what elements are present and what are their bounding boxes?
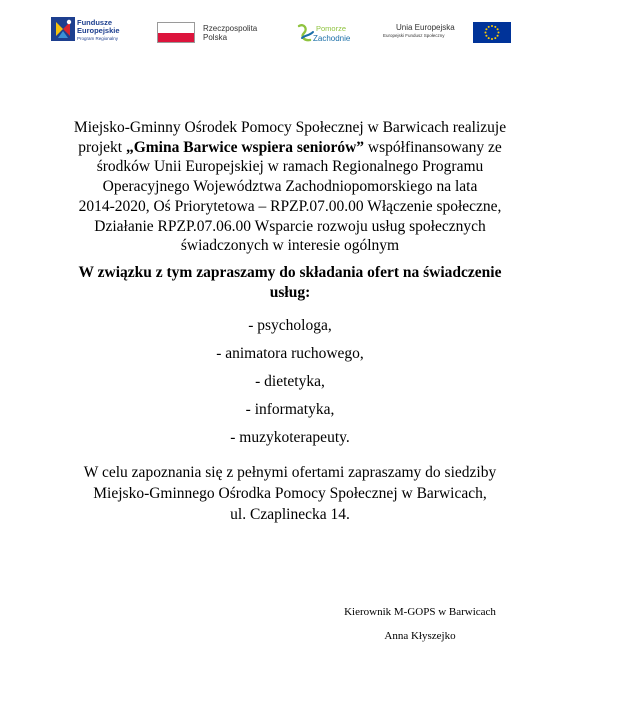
intro-line: Miejsko-Gminny Ośrodek Pomocy Społecznej w Barwicach realizuje (73, 119, 507, 136)
invitation-heading (30, 263, 550, 302)
eu-flag-icon (473, 22, 511, 43)
intro-line: Działanie RPZP.07.06.00 Wsparcie rozwoju usług społecznych (94, 217, 486, 235)
signature-name: Anna Kłyszejko (384, 630, 456, 642)
signature-role: Kierownik M-GOPS w Barwicach (344, 606, 496, 618)
closing-paragraph (30, 462, 550, 525)
fundusze-line3: Program Regionalny (77, 36, 119, 41)
closing-line: Miejsko-Gminnego Ośrodka Pomocy Społecznej w Barwicach, (93, 485, 487, 502)
intro-line: Operacyjnego Województwa Zachodniopomorskiego na lata (102, 178, 478, 196)
logo-bar (0, 0, 644, 60)
unia-europejska-logo (383, 22, 513, 44)
intro-line: 2014-2020, Oś Priorytetowa – RPZP.07.00.00 Włączenie społeczne, (78, 197, 502, 215)
invitation-line: usług: (269, 283, 311, 301)
pomorze-zachodnie-logo (296, 21, 366, 47)
service-item: - dietetyka, (255, 373, 325, 390)
fundusze-europejskie-logo (51, 17, 151, 47)
rzeczpospolita-line1: Rzeczpospolita (203, 24, 258, 33)
intro-paragraph (30, 118, 550, 256)
pomorze-line2: Zachodnie (313, 34, 351, 43)
closing-line: W celu zapoznania się z pełnymi ofertami zapraszamy do siedziby (83, 464, 497, 481)
signature-block (300, 606, 540, 642)
intro-line: świadczonych w interesie ogólnym (180, 237, 400, 255)
invitation-line: W związku z tym zapraszamy do składania ofert na świadczenie (78, 264, 502, 281)
fundusze-line2: Europejskie (77, 26, 120, 35)
project-title: „Gmina Barwice wspiera seniorów” (125, 138, 365, 156)
fundusze-line1: Fundusze (77, 18, 112, 27)
polish-flag-icon (157, 22, 195, 43)
rzeczpospolita-polska-logo (157, 22, 277, 46)
fundusze-europejskie-icon (51, 17, 75, 41)
unia-line1: Unia Europejska (396, 23, 455, 32)
services-list (0, 316, 580, 456)
intro-line (30, 138, 550, 158)
closing-address: ul. Czaplinecka 14. (230, 506, 350, 523)
service-item: - psychologa, (248, 317, 332, 334)
intro-line2-pre: projekt (78, 138, 126, 156)
intro-line2-post: współfinansowany ze (364, 138, 502, 156)
pomorze-line1: Pomorze (316, 24, 347, 33)
service-item: - informatyka, (245, 401, 335, 418)
rzeczpospolita-line2: Polska (203, 33, 228, 42)
unia-line2: Europejski Fundusz Społeczny (383, 33, 445, 38)
service-item: - muzykoterapeuty. (230, 429, 350, 446)
intro-line: środków Unii Europejskiej w ramach Regionalnego Programu (96, 158, 484, 176)
service-item: - animatora ruchowego, (216, 345, 364, 362)
